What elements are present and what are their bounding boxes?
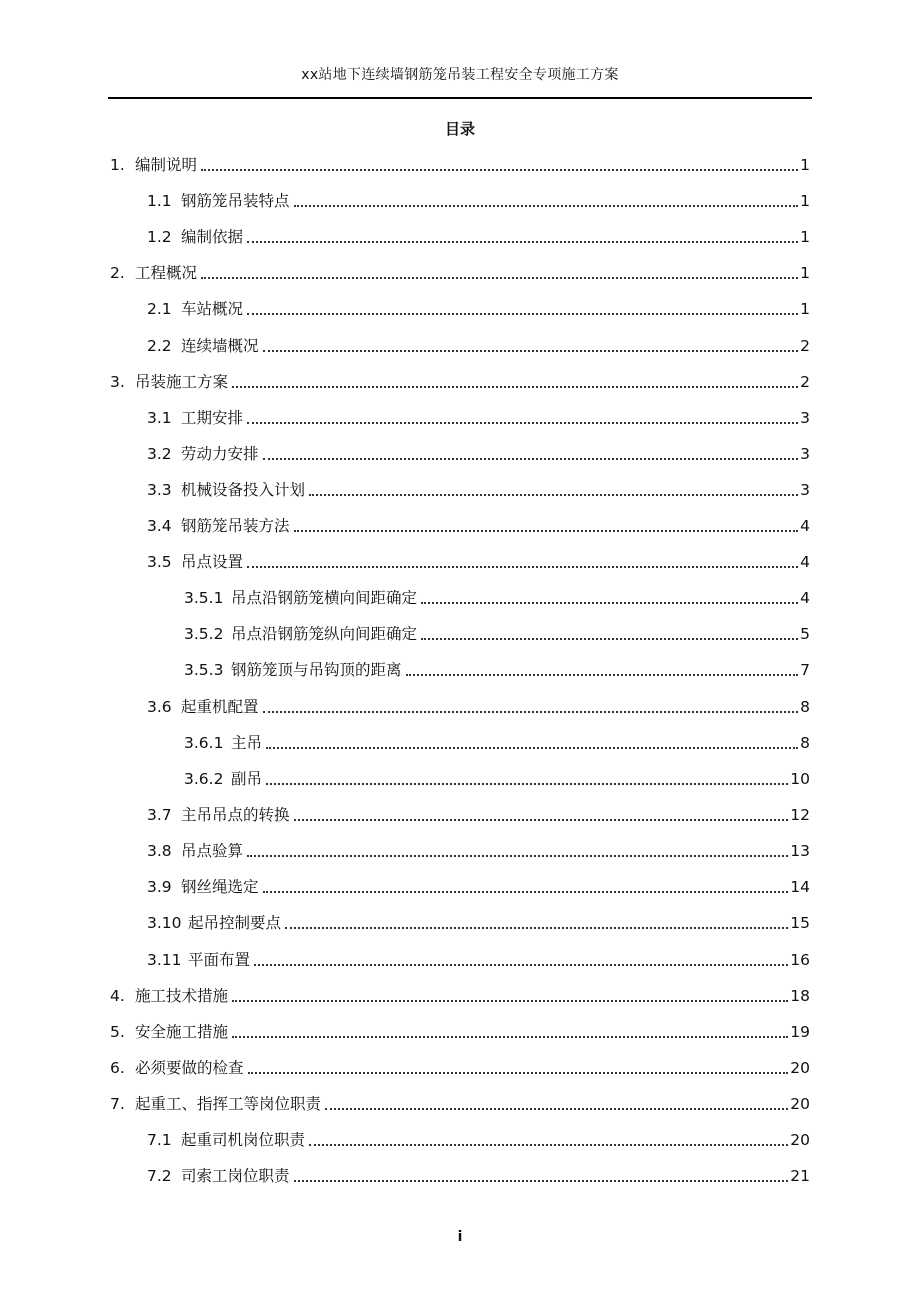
toc-entry[interactable] bbox=[147, 803, 810, 827]
toc-entry-number: 2.1 bbox=[147, 300, 172, 318]
dot-leader bbox=[309, 494, 798, 496]
dot-leader bbox=[247, 566, 798, 568]
toc-entry[interactable] bbox=[184, 731, 810, 755]
toc-entry-page: 8 bbox=[800, 698, 810, 716]
dot-leader bbox=[201, 169, 798, 171]
toc-entry[interactable] bbox=[110, 261, 810, 285]
toc-entry-number: 1. bbox=[110, 156, 125, 174]
toc-entry-page: 4 bbox=[800, 553, 810, 571]
dot-leader bbox=[294, 1180, 789, 1182]
toc-entry[interactable] bbox=[184, 586, 810, 610]
toc-entry-number: 7.1 bbox=[147, 1131, 172, 1149]
toc-entry-title: 钢筋笼顶与吊钩顶的距离 bbox=[231, 661, 402, 679]
page-number: i bbox=[457, 1229, 463, 1245]
toc-entry-number: 3.5.2 bbox=[184, 625, 224, 643]
toc-entry-title: 起重工、指挥工等岗位职责 bbox=[135, 1095, 322, 1113]
toc-entry-title: 必须要做的检查 bbox=[135, 1059, 244, 1077]
toc-entry[interactable] bbox=[147, 334, 810, 358]
toc-entry-page: 13 bbox=[790, 842, 810, 860]
dot-leader bbox=[254, 964, 788, 966]
dot-leader bbox=[325, 1108, 788, 1110]
toc-entry-page: 7 bbox=[800, 661, 810, 679]
toc-entry-number: 3.6.1 bbox=[184, 734, 224, 752]
toc-entry[interactable] bbox=[147, 478, 810, 502]
toc-entry-number: 3.5 bbox=[147, 553, 172, 571]
toc-entry[interactable] bbox=[147, 875, 810, 899]
dot-leader bbox=[247, 313, 798, 315]
toc-entry-title: 车站概况 bbox=[181, 300, 244, 318]
toc-entry[interactable] bbox=[110, 1056, 810, 1080]
toc-entry[interactable] bbox=[184, 658, 810, 682]
toc-entry-number: 3.10 bbox=[147, 914, 182, 932]
toc-entry-title: 吊点验算 bbox=[181, 842, 244, 860]
toc-entry-page: 1 bbox=[800, 264, 810, 282]
toc-entry-number: 1.2 bbox=[147, 228, 172, 246]
toc-entry-title: 起重机配置 bbox=[181, 698, 259, 716]
toc-entry-number: 3.1 bbox=[147, 409, 172, 427]
toc-entry[interactable] bbox=[147, 1164, 810, 1188]
toc-entry-page: 19 bbox=[790, 1023, 810, 1041]
toc-entry-title: 吊装施工方案 bbox=[135, 373, 229, 391]
toc-entry-title: 起吊控制要点 bbox=[188, 914, 282, 932]
toc-entry-page: 5 bbox=[800, 625, 810, 643]
toc-entry-page: 20 bbox=[790, 1131, 810, 1149]
toc-entry-number: 3.3 bbox=[147, 481, 172, 499]
toc-entry-title: 劳动力安排 bbox=[181, 445, 259, 463]
toc-entry-number: 1.1 bbox=[147, 192, 172, 210]
toc-entry-page: 3 bbox=[800, 481, 810, 499]
toc-entry[interactable] bbox=[184, 622, 810, 646]
dot-leader bbox=[266, 783, 788, 785]
toc-entry-page: 1 bbox=[800, 300, 810, 318]
toc-entry-number: 6. bbox=[110, 1059, 125, 1077]
dot-leader bbox=[247, 422, 798, 424]
dot-leader bbox=[232, 1000, 788, 1002]
dot-leader bbox=[201, 277, 798, 279]
toc-entry-page: 4 bbox=[800, 517, 810, 535]
toc-entry[interactable] bbox=[110, 370, 810, 394]
toc-entry-page: 1 bbox=[800, 156, 810, 174]
toc-entry-number: 3.2 bbox=[147, 445, 172, 463]
dot-leader bbox=[263, 891, 789, 893]
toc-entry-title: 连续墙概况 bbox=[181, 337, 259, 355]
toc-entry-number: 3.9 bbox=[147, 878, 172, 896]
toc-entry-page: 3 bbox=[800, 409, 810, 427]
toc-entry[interactable] bbox=[147, 695, 810, 719]
toc-entry-page: 20 bbox=[790, 1095, 810, 1113]
toc-entry-number: 3.7 bbox=[147, 806, 172, 824]
toc-entry[interactable] bbox=[147, 839, 810, 863]
toc-entry-title: 安全施工措施 bbox=[135, 1023, 229, 1041]
toc-entry[interactable] bbox=[147, 514, 810, 538]
toc-entry-number: 3.4 bbox=[147, 517, 172, 535]
toc-entry-number: 3.6.2 bbox=[184, 770, 224, 788]
toc-entry-page: 18 bbox=[790, 987, 810, 1005]
dot-leader bbox=[263, 458, 799, 460]
toc-entry-number: 3.8 bbox=[147, 842, 172, 860]
toc-entry-page: 3 bbox=[800, 445, 810, 463]
toc-entry-page: 16 bbox=[790, 951, 810, 969]
toc-entry[interactable] bbox=[147, 550, 810, 574]
toc-entry-page: 2 bbox=[800, 373, 810, 391]
toc-entry[interactable] bbox=[110, 153, 810, 177]
toc-entry-title: 司索工岗位职责 bbox=[181, 1167, 290, 1185]
toc-entry[interactable] bbox=[147, 911, 810, 935]
toc-entry-title: 主吊 bbox=[231, 734, 263, 752]
dot-leader bbox=[294, 819, 789, 821]
dot-leader bbox=[263, 711, 799, 713]
toc-entry-page: 4 bbox=[800, 589, 810, 607]
toc-entry-number: 7.2 bbox=[147, 1167, 172, 1185]
dot-leader bbox=[232, 386, 798, 388]
toc-title: 目录 bbox=[444, 120, 475, 138]
toc-entry-number: 2. bbox=[110, 264, 125, 282]
toc-entry-title: 工程概况 bbox=[135, 264, 198, 282]
toc-entry-title: 吊点设置 bbox=[181, 553, 244, 571]
toc-entry-title: 钢筋笼吊装方法 bbox=[181, 517, 290, 535]
dot-leader bbox=[421, 638, 798, 640]
toc-entry-page: 1 bbox=[800, 228, 810, 246]
toc-entry-title: 吊点沿钢筋笼横向间距确定 bbox=[231, 589, 418, 607]
toc-entry[interactable] bbox=[110, 1020, 810, 1044]
toc-entry-title: 起重司机岗位职责 bbox=[181, 1131, 306, 1149]
toc-entry-number: 7. bbox=[110, 1095, 125, 1113]
toc-entry-number: 5. bbox=[110, 1023, 125, 1041]
toc-entry[interactable] bbox=[147, 189, 810, 213]
toc-entry-page: 14 bbox=[790, 878, 810, 896]
toc-entry[interactable] bbox=[110, 984, 810, 1008]
toc-entry-number: 3.5.1 bbox=[184, 589, 224, 607]
toc-entry[interactable] bbox=[147, 442, 810, 466]
dot-leader bbox=[421, 602, 798, 604]
dot-leader bbox=[266, 747, 798, 749]
dot-leader bbox=[247, 855, 788, 857]
toc-entry[interactable] bbox=[147, 297, 810, 321]
toc-entry-number: 2.2 bbox=[147, 337, 172, 355]
toc-entry-page: 15 bbox=[790, 914, 810, 932]
toc-entry[interactable] bbox=[147, 1128, 810, 1152]
dot-leader bbox=[263, 350, 799, 352]
toc-entry-number: 3.6 bbox=[147, 698, 172, 716]
toc-entry-number: 3.5.3 bbox=[184, 661, 224, 679]
toc-entry-title: 钢筋笼吊装特点 bbox=[181, 192, 290, 210]
page-header: xx站地下连续墙钢筋笼吊装工程安全专项施工方案 bbox=[301, 67, 619, 83]
toc-entry-title: 施工技术措施 bbox=[135, 987, 229, 1005]
toc-entry-number: 4. bbox=[110, 987, 125, 1005]
toc-entry-title: 主吊吊点的转换 bbox=[181, 806, 290, 824]
toc-entry[interactable] bbox=[147, 225, 810, 249]
toc-entry-title: 机械设备投入计划 bbox=[181, 481, 306, 499]
toc-entry-page: 8 bbox=[800, 734, 810, 752]
dot-leader bbox=[232, 1036, 788, 1038]
toc-entry-page: 12 bbox=[790, 806, 810, 824]
toc-entry[interactable] bbox=[147, 406, 810, 430]
toc-entry[interactable] bbox=[110, 1092, 810, 1116]
dot-leader bbox=[309, 1144, 788, 1146]
dot-leader bbox=[285, 927, 788, 929]
toc-entry-page: 21 bbox=[790, 1167, 810, 1185]
toc-entry-title: 平面布置 bbox=[188, 951, 251, 969]
toc-entry-title: 钢丝绳选定 bbox=[181, 878, 259, 896]
toc-entry-title: 编制依据 bbox=[181, 228, 244, 246]
toc-entry[interactable] bbox=[184, 767, 810, 791]
toc-entry-title: 副吊 bbox=[231, 770, 263, 788]
toc-entry-page: 20 bbox=[790, 1059, 810, 1077]
dot-leader bbox=[406, 674, 799, 676]
toc-entry-page: 10 bbox=[790, 770, 810, 788]
toc-entry-number: 3. bbox=[110, 373, 125, 391]
toc-entry-page: 2 bbox=[800, 337, 810, 355]
dot-leader bbox=[248, 1072, 789, 1074]
toc-entry-title: 吊点沿钢筋笼纵向间距确定 bbox=[231, 625, 418, 643]
toc-entry[interactable] bbox=[147, 948, 810, 972]
toc-entry-title: 工期安排 bbox=[181, 409, 244, 427]
dot-leader bbox=[247, 241, 798, 243]
dot-leader bbox=[294, 530, 799, 532]
toc-entry-number: 3.11 bbox=[147, 951, 182, 969]
dot-leader bbox=[294, 205, 799, 207]
toc-entry-title: 编制说明 bbox=[135, 156, 198, 174]
toc-entry-page: 1 bbox=[800, 192, 810, 210]
